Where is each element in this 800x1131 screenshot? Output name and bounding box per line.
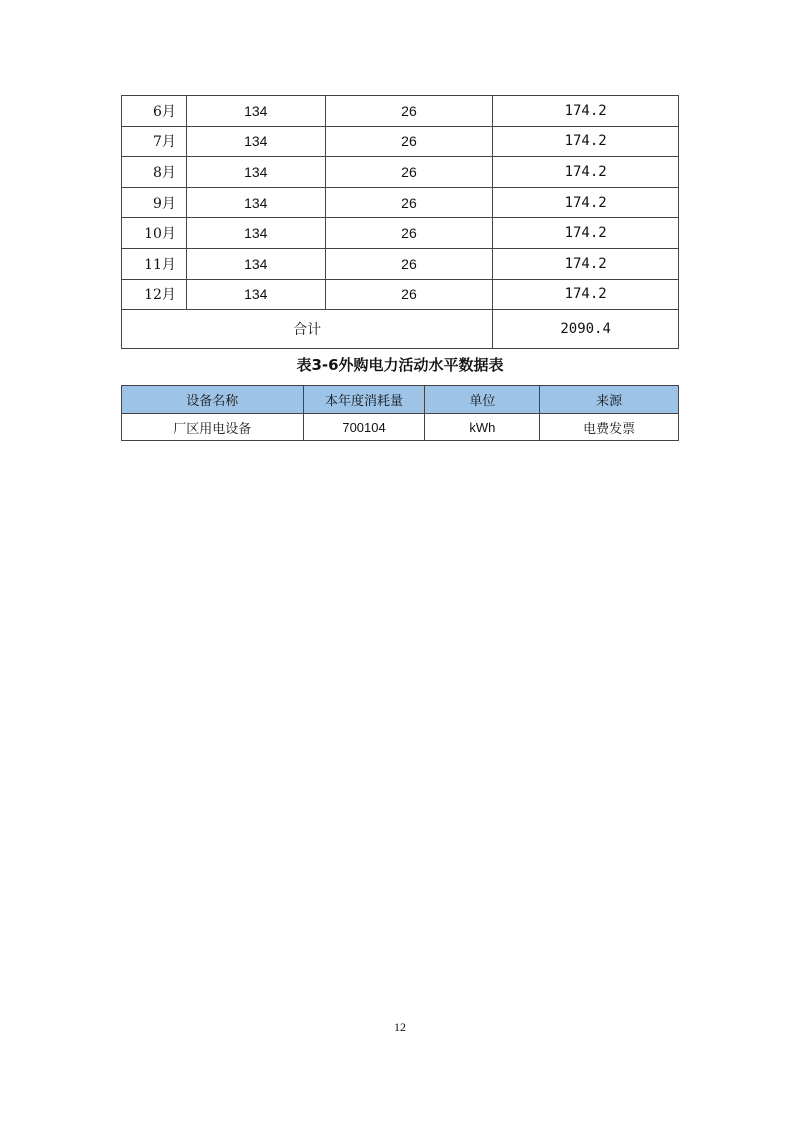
total-label: 合计 — [122, 310, 493, 349]
value-cell: 174.2 — [493, 279, 679, 310]
table-row — [122, 126, 679, 157]
total-value: 2090.4 — [493, 310, 679, 349]
value-cell: 134 — [186, 157, 325, 188]
header-consumption: 本年度消耗量 — [303, 386, 425, 414]
value-cell: 26 — [325, 279, 493, 310]
value-cell: 134 — [186, 126, 325, 157]
value-cell: 26 — [325, 126, 493, 157]
table-row — [122, 279, 679, 310]
purchased-electricity-table — [121, 385, 679, 441]
table-row — [122, 248, 679, 279]
month-cell: 9月 — [122, 187, 187, 218]
table-row — [122, 187, 679, 218]
value-cell: 134 — [186, 248, 325, 279]
unit-cell: kWh — [425, 414, 540, 441]
value-cell: 26 — [325, 218, 493, 249]
header-unit: 单位 — [425, 386, 540, 414]
table-caption: 表3-6外购电力活动水平数据表 — [296, 356, 504, 374]
equipment-name-cell: 厂区用电设备 — [122, 414, 304, 441]
month-cell: 8月 — [122, 157, 187, 188]
table-header-row — [122, 386, 679, 414]
page-number: 12 — [394, 1020, 406, 1034]
value-cell: 174.2 — [493, 218, 679, 249]
monthly-data-table — [121, 95, 679, 349]
table-row — [122, 414, 679, 441]
value-cell: 134 — [186, 96, 325, 127]
table-row — [122, 218, 679, 249]
value-cell: 174.2 — [493, 187, 679, 218]
month-cell: 11月 — [122, 248, 187, 279]
table-row — [122, 96, 679, 127]
value-cell: 134 — [186, 187, 325, 218]
value-cell: 174.2 — [493, 96, 679, 127]
value-cell: 26 — [325, 96, 493, 127]
month-cell: 10月 — [122, 218, 187, 249]
value-cell: 174.2 — [493, 126, 679, 157]
month-cell: 7月 — [122, 126, 187, 157]
value-cell: 134 — [186, 279, 325, 310]
value-cell: 174.2 — [493, 248, 679, 279]
header-source: 来源 — [540, 386, 679, 414]
month-cell: 6月 — [122, 96, 187, 127]
value-cell: 26 — [325, 157, 493, 188]
header-equipment-name: 设备名称 — [122, 386, 304, 414]
total-row — [122, 310, 679, 349]
value-cell: 26 — [325, 248, 493, 279]
value-cell: 174.2 — [493, 157, 679, 188]
value-cell: 134 — [186, 218, 325, 249]
consumption-cell: 700104 — [303, 414, 425, 441]
month-cell: 12月 — [122, 279, 187, 310]
value-cell: 26 — [325, 187, 493, 218]
source-cell: 电费发票 — [540, 414, 679, 441]
table-row — [122, 157, 679, 188]
